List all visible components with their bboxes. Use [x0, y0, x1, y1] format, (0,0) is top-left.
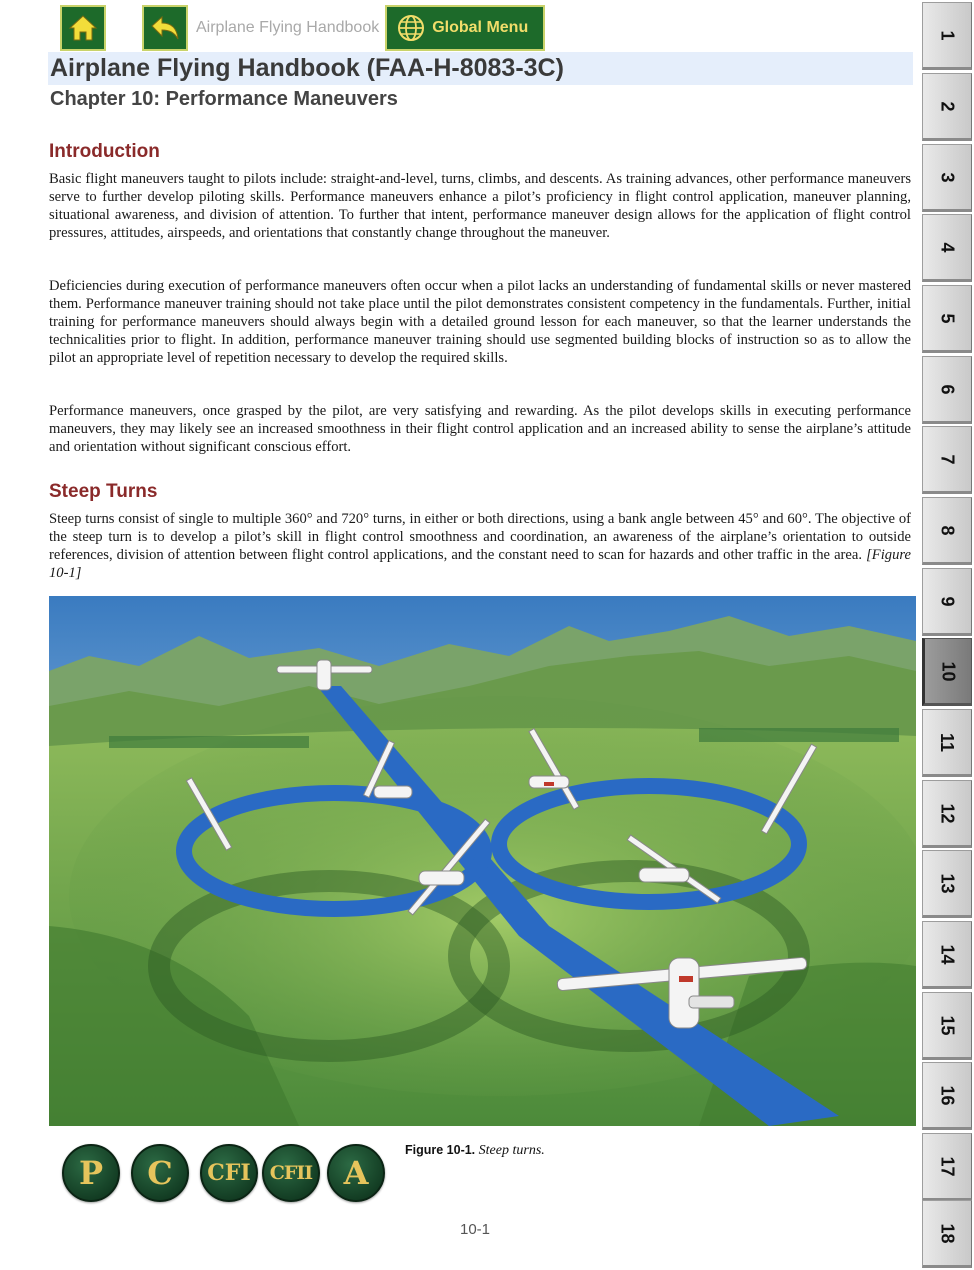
page-number: 10-1	[460, 1221, 491, 1238]
figure-reference-link[interactable]: [Figure 10-1]	[49, 547, 911, 581]
figure-label: Figure 10-1.	[405, 1143, 476, 1157]
steep-turns-illustration	[49, 596, 916, 1126]
tab-chapter-10[interactable]: 10	[922, 638, 972, 706]
top-navigation	[60, 5, 545, 51]
tab-chapter-9[interactable]: 9	[922, 568, 972, 636]
figure-caption	[405, 1143, 545, 1159]
badge-cfii[interactable]: CFII	[262, 1144, 320, 1202]
tab-chapter-18[interactable]: 18	[922, 1200, 972, 1268]
globe-icon	[397, 14, 425, 42]
tab-chapter-7[interactable]: 7	[922, 426, 972, 494]
intro-paragraph-2: Deficiencies during execution of performance maneuvers often occur when a pilot lacks an understanding of fundamental skills or never mastered them. Performance maneuver training should not take place until the pilot demonstrates consistent competency in the fundamentals. Further, initial training for performance maneuvers should always begin with a detailed ground lesson for each maneuver, so that the learner understands the technicalities prior to flight. In addition, performance maneuver training should use segmented building blocks of instruction so as to allow the pilot an appropriate level of repetition necessary to develop the required skills.	[49, 278, 911, 366]
figure-caption-text: Steep turns.	[478, 1143, 545, 1158]
steep-turns-paragraph	[49, 510, 911, 582]
tab-chapter-17[interactable]: 17	[922, 1133, 972, 1201]
badge-commercial[interactable]: C	[131, 1144, 189, 1202]
tab-chapter-1[interactable]: 1	[922, 2, 972, 70]
tab-chapter-16[interactable]: 16	[922, 1062, 972, 1130]
global-menu-label: Global Menu	[432, 19, 529, 36]
steep-turns-text: Steep turns consist of single to multiple 360° and 720° turns, in either or both directions, using a bank angle between 45° and 60°. The objective of the steep turn is to develop a pilot’s skill in flight control smoothness and coordination, an awareness of the airplane’s orientation to outside references, division of attention between flight control applications, and the constant need to scan for hazards and other traffic in the area.	[49, 511, 911, 563]
nav-title: Airplane Flying Handbook	[196, 19, 380, 36]
tab-chapter-12[interactable]: 12	[922, 780, 972, 848]
badge-cfi[interactable]: CFI	[200, 1144, 258, 1202]
certificate-badges	[62, 1144, 396, 1202]
tab-chapter-6[interactable]: 6	[922, 356, 972, 424]
back-button[interactable]	[142, 5, 188, 51]
intro-paragraph-1: Basic flight maneuvers taught to pilots include: straight-and-level, turns, climbs, and descents. As training advances, other performance maneuvers serve to further develop piloting skills. Performance maneuvers enhance a pilot’s proficiency in flight control application, maneuver planning, situational awareness, and division of attention. To further that intent, performance maneuver design allows for the application of flight control pressures, attitudes, airspeeds, and orientations that constantly change throughout the maneuver.	[49, 171, 911, 241]
tab-chapter-5[interactable]: 5	[922, 285, 972, 353]
introduction-heading: Introduction	[49, 141, 160, 162]
chapter-title: Chapter 10: Performance Maneuvers	[50, 88, 398, 110]
steep-turns-figure	[49, 596, 916, 1126]
home-button[interactable]	[60, 5, 106, 51]
tab-chapter-11[interactable]: 11	[922, 709, 972, 777]
badge-atp[interactable]: A	[327, 1144, 385, 1202]
tab-chapter-4[interactable]: 4	[922, 214, 972, 282]
tab-chapter-15[interactable]: 15	[922, 992, 972, 1060]
global-menu-button[interactable]	[385, 5, 545, 51]
tab-chapter-13[interactable]: 13	[922, 850, 972, 918]
tab-chapter-8[interactable]: 8	[922, 497, 972, 565]
intro-paragraph-3: Performance maneuvers, once grasped by the pilot, are very satisfying and rewarding. As the pilot develops skills in executing performance maneuvers, they may likely see an increased smoothness in their flight control application and an increased ability to sense the airplane’s attitude and orientation without significant conscious effort.	[49, 403, 911, 455]
steep-turns-heading: Steep Turns	[49, 481, 158, 502]
back-arrow-icon	[149, 14, 181, 42]
home-icon	[68, 14, 98, 42]
tab-chapter-14[interactable]: 14	[922, 921, 972, 989]
tab-chapter-3[interactable]: 3	[922, 144, 972, 212]
tab-chapter-2[interactable]: 2	[922, 73, 972, 141]
book-title: Airplane Flying Handbook (FAA-H-8083-3C)	[48, 52, 913, 85]
badge-private-pilot[interactable]: P	[62, 1144, 120, 1202]
